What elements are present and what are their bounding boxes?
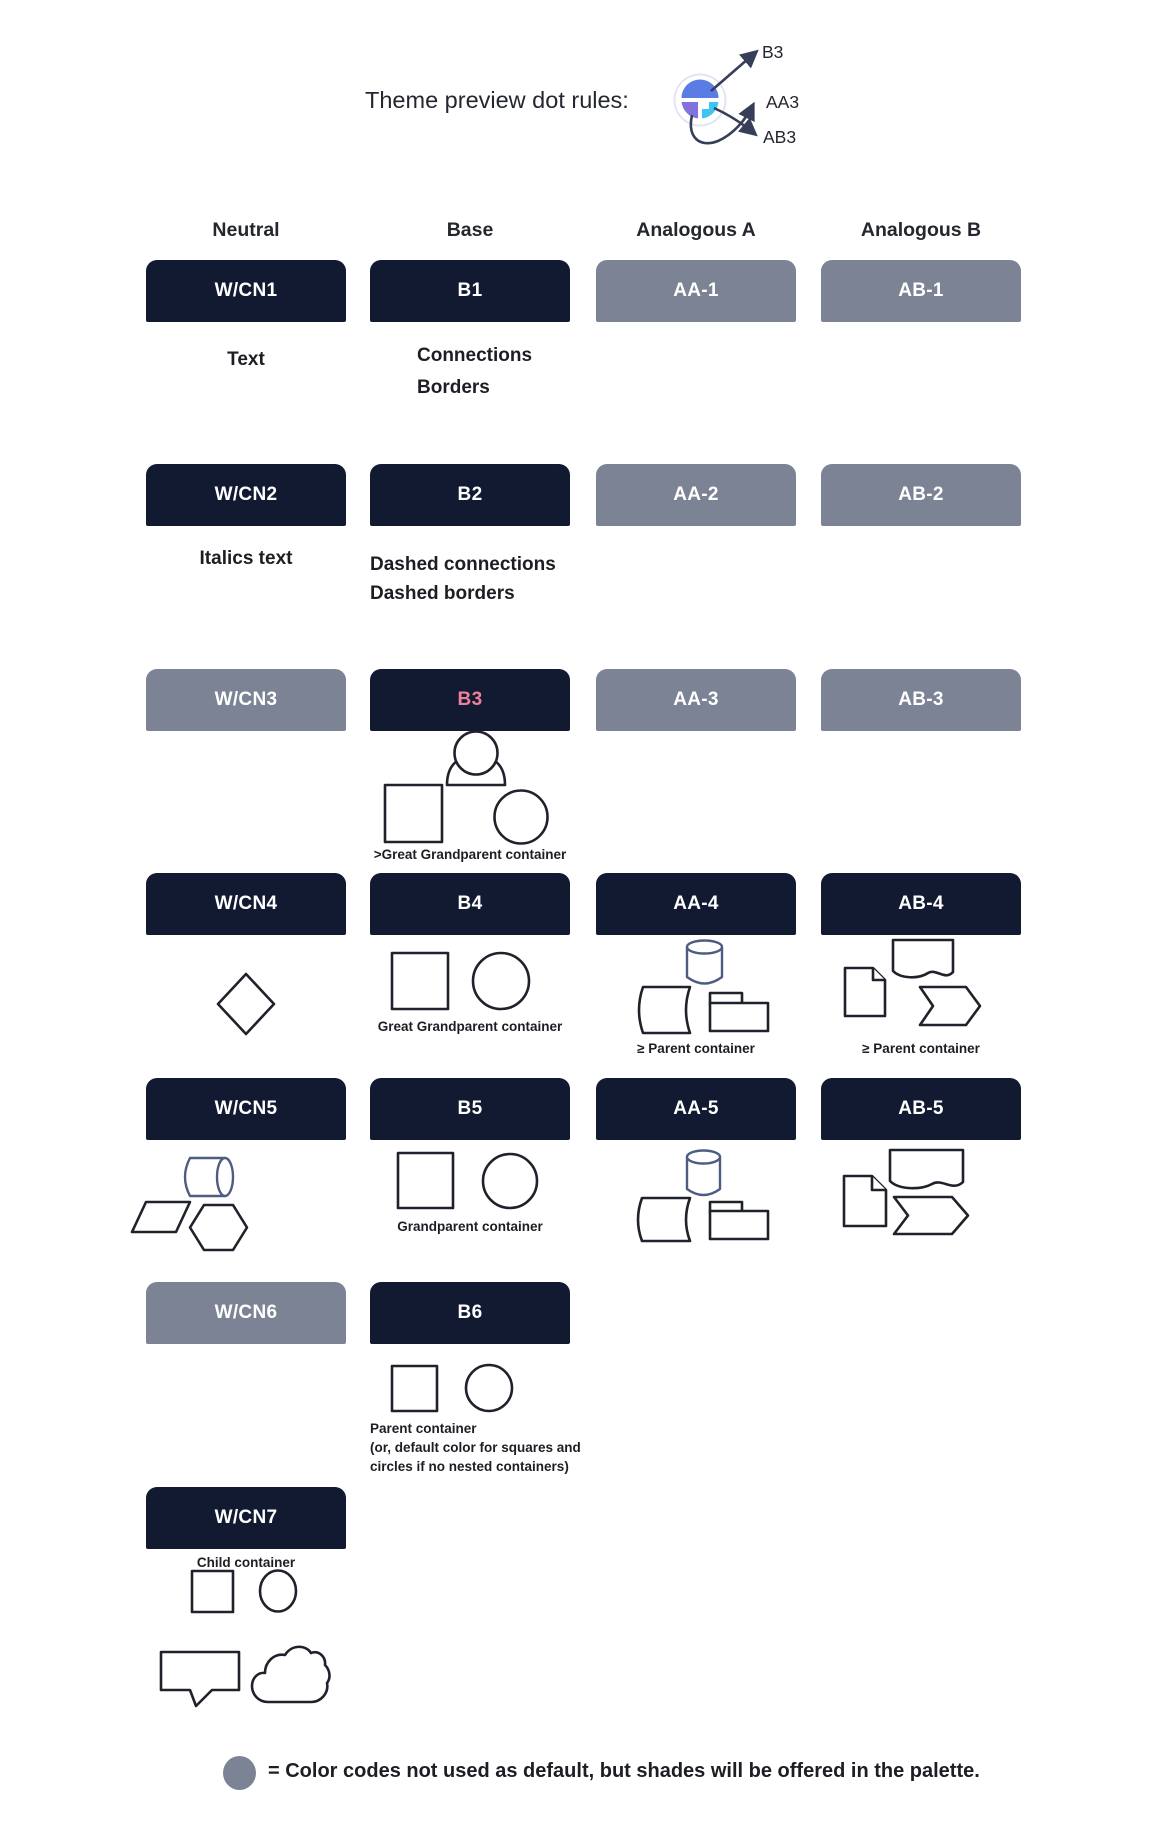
cylinder-top-shape [687,1151,720,1164]
stored-data-shape [638,1198,690,1241]
caption-text: Text [227,349,265,370]
legend-color-dot [223,1756,256,1790]
square-shape [398,1153,453,1208]
caption-b6-shapes [370,1419,581,1476]
square-shape [385,785,442,842]
diamond-shape [218,974,274,1034]
aa5-example-shapes [625,1142,775,1246]
wcn4-diamond [215,970,280,1040]
b3-example-shapes [380,728,555,850]
swatch-aa2[interactable]: AA-2 [596,464,796,526]
caption-dashed [370,551,556,608]
swatch-aa3[interactable]: AA-3 [596,669,796,731]
swatch-b3[interactable]: B3 [370,669,570,731]
b5-example-shapes [390,1148,545,1213]
circle-shape [473,953,529,1009]
wcn7-example-shapes [185,1565,310,1620]
hexagon-shape [190,1205,247,1250]
page-fold-line [872,1176,886,1190]
ab4-example-shapes [838,933,988,1033]
folder-body-shape [710,1003,768,1031]
swatch-wcn1[interactable]: W/CN1 [146,260,346,322]
chevron-banner-shape [894,1197,968,1234]
wcn5-example-shapes [125,1150,260,1255]
swatch-ab5[interactable]: AB-5 [821,1078,1021,1140]
caption-italics-text: Italics text [199,548,293,569]
caption-aa4-shapes: ≥ Parent container [637,1041,755,1056]
swatch-b2[interactable]: B2 [370,464,570,526]
swatch-wcn6[interactable]: W/CN6 [146,1282,346,1344]
circle-shape [466,1365,512,1411]
swatch-aa4[interactable]: AA-4 [596,873,796,935]
chevron-banner-shape [920,987,980,1025]
column-header-analogous-b: Analogous B [860,219,982,241]
swatch-ab2[interactable]: AB-2 [821,464,1021,526]
swatch-b4[interactable]: B4 [370,873,570,935]
swatch-aa1[interactable]: AA-1 [596,260,796,322]
swatch-b6[interactable]: B6 [370,1282,570,1344]
circle-shape [483,1154,537,1208]
caption-borders: Borders [417,377,490,398]
caption-default-color-line1: (or, default color for squares and [370,1440,581,1455]
speech-bubble-shape [161,1652,239,1706]
parallelogram-shape [132,1202,190,1232]
ellipse-shape [260,1571,296,1612]
caption-b3-shapes: >Great Grandparent container [373,847,567,862]
caption-parent-container: Parent container [370,1421,477,1436]
caption-ab4-shapes: ≥ Parent container [862,1041,980,1056]
arrow-to-b3 [711,52,756,91]
caption-wcn7: Child container [196,1555,296,1570]
stored-data-shape [639,987,690,1033]
ab5-example-shapes [838,1143,988,1243]
swatch-ab4[interactable]: AB-4 [821,873,1021,935]
wcn7-extra-shapes [150,1638,340,1713]
dot-label-ab3: AB3 [763,127,797,147]
caption-b4-shapes: Great Grandparent container [377,1019,563,1034]
column-header-base: Base [446,219,494,241]
cylinder-top-shape [687,941,722,954]
person-head-shape [455,732,498,775]
swatch-wcn2[interactable]: W/CN2 [146,464,346,526]
column-header-analogous-a: Analogous A [636,219,756,241]
caption-default-color-line2: circles if no nested containers) [370,1459,569,1474]
b4-example-shapes [385,945,545,1015]
swatch-b5[interactable]: B5 [370,1078,570,1140]
legend-text: = Color codes not used as default, but shades will be offered in the palette. [268,1760,980,1782]
dot-notch [702,102,709,109]
swatch-aa5[interactable]: AA-5 [596,1078,796,1140]
aa4-example-shapes [625,930,775,1038]
caption-connections: Connections [417,345,533,366]
caption-dashed-connections: Dashed connections [370,554,556,575]
wavy-document-shape [890,1150,963,1188]
horizontal-cylinder-end-shape [217,1158,233,1196]
swatch-wcn5[interactable]: W/CN5 [146,1078,346,1140]
folder-body-shape [710,1211,768,1239]
swatch-wcn7[interactable]: W/CN7 [146,1487,346,1549]
circle-shape [495,791,548,844]
caption-dashed-borders: Dashed borders [370,582,515,604]
swatch-ab3[interactable]: AB-3 [821,669,1021,731]
caption-connections-borders [417,340,532,404]
dot-label-aa3: AA3 [766,92,800,112]
square-shape [392,953,448,1009]
caption-b5-shapes: Grandparent container [397,1219,543,1234]
swatch-ab1[interactable]: AB-1 [821,260,1021,322]
wavy-document-shape [893,940,953,977]
column-header-neutral: Neutral [212,219,280,241]
cloud-shape [252,1647,329,1702]
page-shape [844,1176,886,1226]
swatch-b1[interactable]: B1 [370,260,570,322]
page-title: Theme preview dot rules: [365,87,629,113]
square-shape [192,1571,233,1612]
square-shape [392,1366,437,1411]
swatch-wcn3[interactable]: W/CN3 [146,669,346,731]
b6-example-shapes [385,1360,515,1418]
swatch-wcn4[interactable]: W/CN4 [146,873,346,935]
dot-label-b3: B3 [762,42,784,62]
page-fold-line [873,968,885,980]
